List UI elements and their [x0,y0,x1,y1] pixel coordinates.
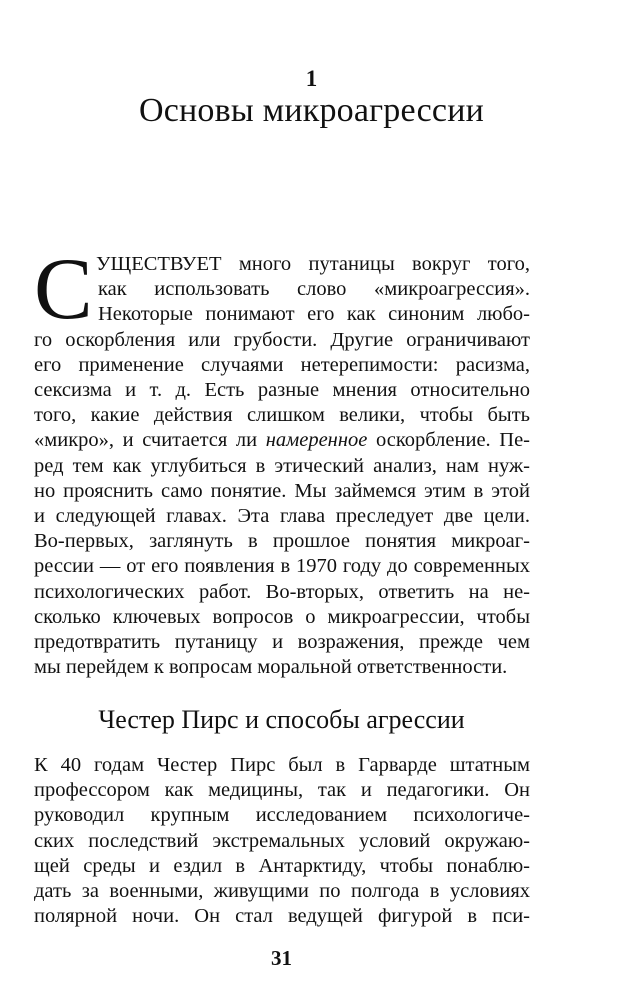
page-number: 31 [271,946,292,970]
text-line: дать за военными, живущими по полгода в условиях [34,880,530,903]
text-line: полярной ночи. Он стал ведущей фигурой в пси- [34,905,530,928]
text-line: го оскорбления или грубости. Другие ограничивают [34,328,530,351]
section-title: Честер Пирс и способы агрессии [98,705,465,734]
chapter-title: Основы микроагрессии [138,92,484,129]
text-line: и следующей главах. Эта глава преследует две цели. [34,505,530,528]
text-line: ских последствий экстремальных условий окружаю- [34,829,530,852]
text-line: Некоторые понимают его как синоним любо- [98,303,530,326]
text-line: психологических работ. Во-вторых, ответить на не- [34,580,530,603]
chapter-number: 1 [305,66,318,91]
text-line: щей среды и ездил в Антарктиду, чтобы понаблю- [34,854,530,877]
text-fragment: «микро», и считается ли [34,429,266,452]
text-line: ред тем как углубиться в этический анализ, нам нуж- [34,454,530,477]
text-line: сколько ключевых вопросов о микроагрессии, чтобы [34,605,530,628]
text-line [34,428,530,453]
text-line: как использовать слово «микроагрессия». [98,278,530,301]
text-line: рессии — от его появления в 1970 году до современных [34,555,530,578]
text-line: сексизма и т. д. Есть разные мнения относительно [34,379,530,402]
text-line: профессором как медицины, так и педагогики. Он [34,779,530,802]
text-line: Во-первых, заглянуть в прошлое понятия микроаг- [34,530,530,553]
text-line: того, какие действия слишком велики, чтобы быть [34,404,530,427]
text-line: руководил крупным исследованием психологиче- [34,804,530,827]
text-fragment: оскорбление. Пе- [367,429,531,452]
section-paragraph [34,753,530,929]
text-line: УЩЕСТВУЕТ много путаницы вокруг того, [96,253,530,275]
text-line: К 40 годам Честер Пирс был в Гарварде штатным [34,754,530,776]
emphasized-word: намеренное [265,429,368,452]
text-line: предотвратить путаницу и возражения, прежде чем [34,631,530,654]
text-line: мы перейдем к вопросам моральной ответственности. [34,656,508,679]
text-line: но прояснить само понятие. Мы займемся этим в этой [34,479,530,502]
text-line: его применение случаями нетерепимости: расизма, [34,353,530,376]
drop-cap: С [34,241,93,338]
intro-paragraph [34,252,530,680]
